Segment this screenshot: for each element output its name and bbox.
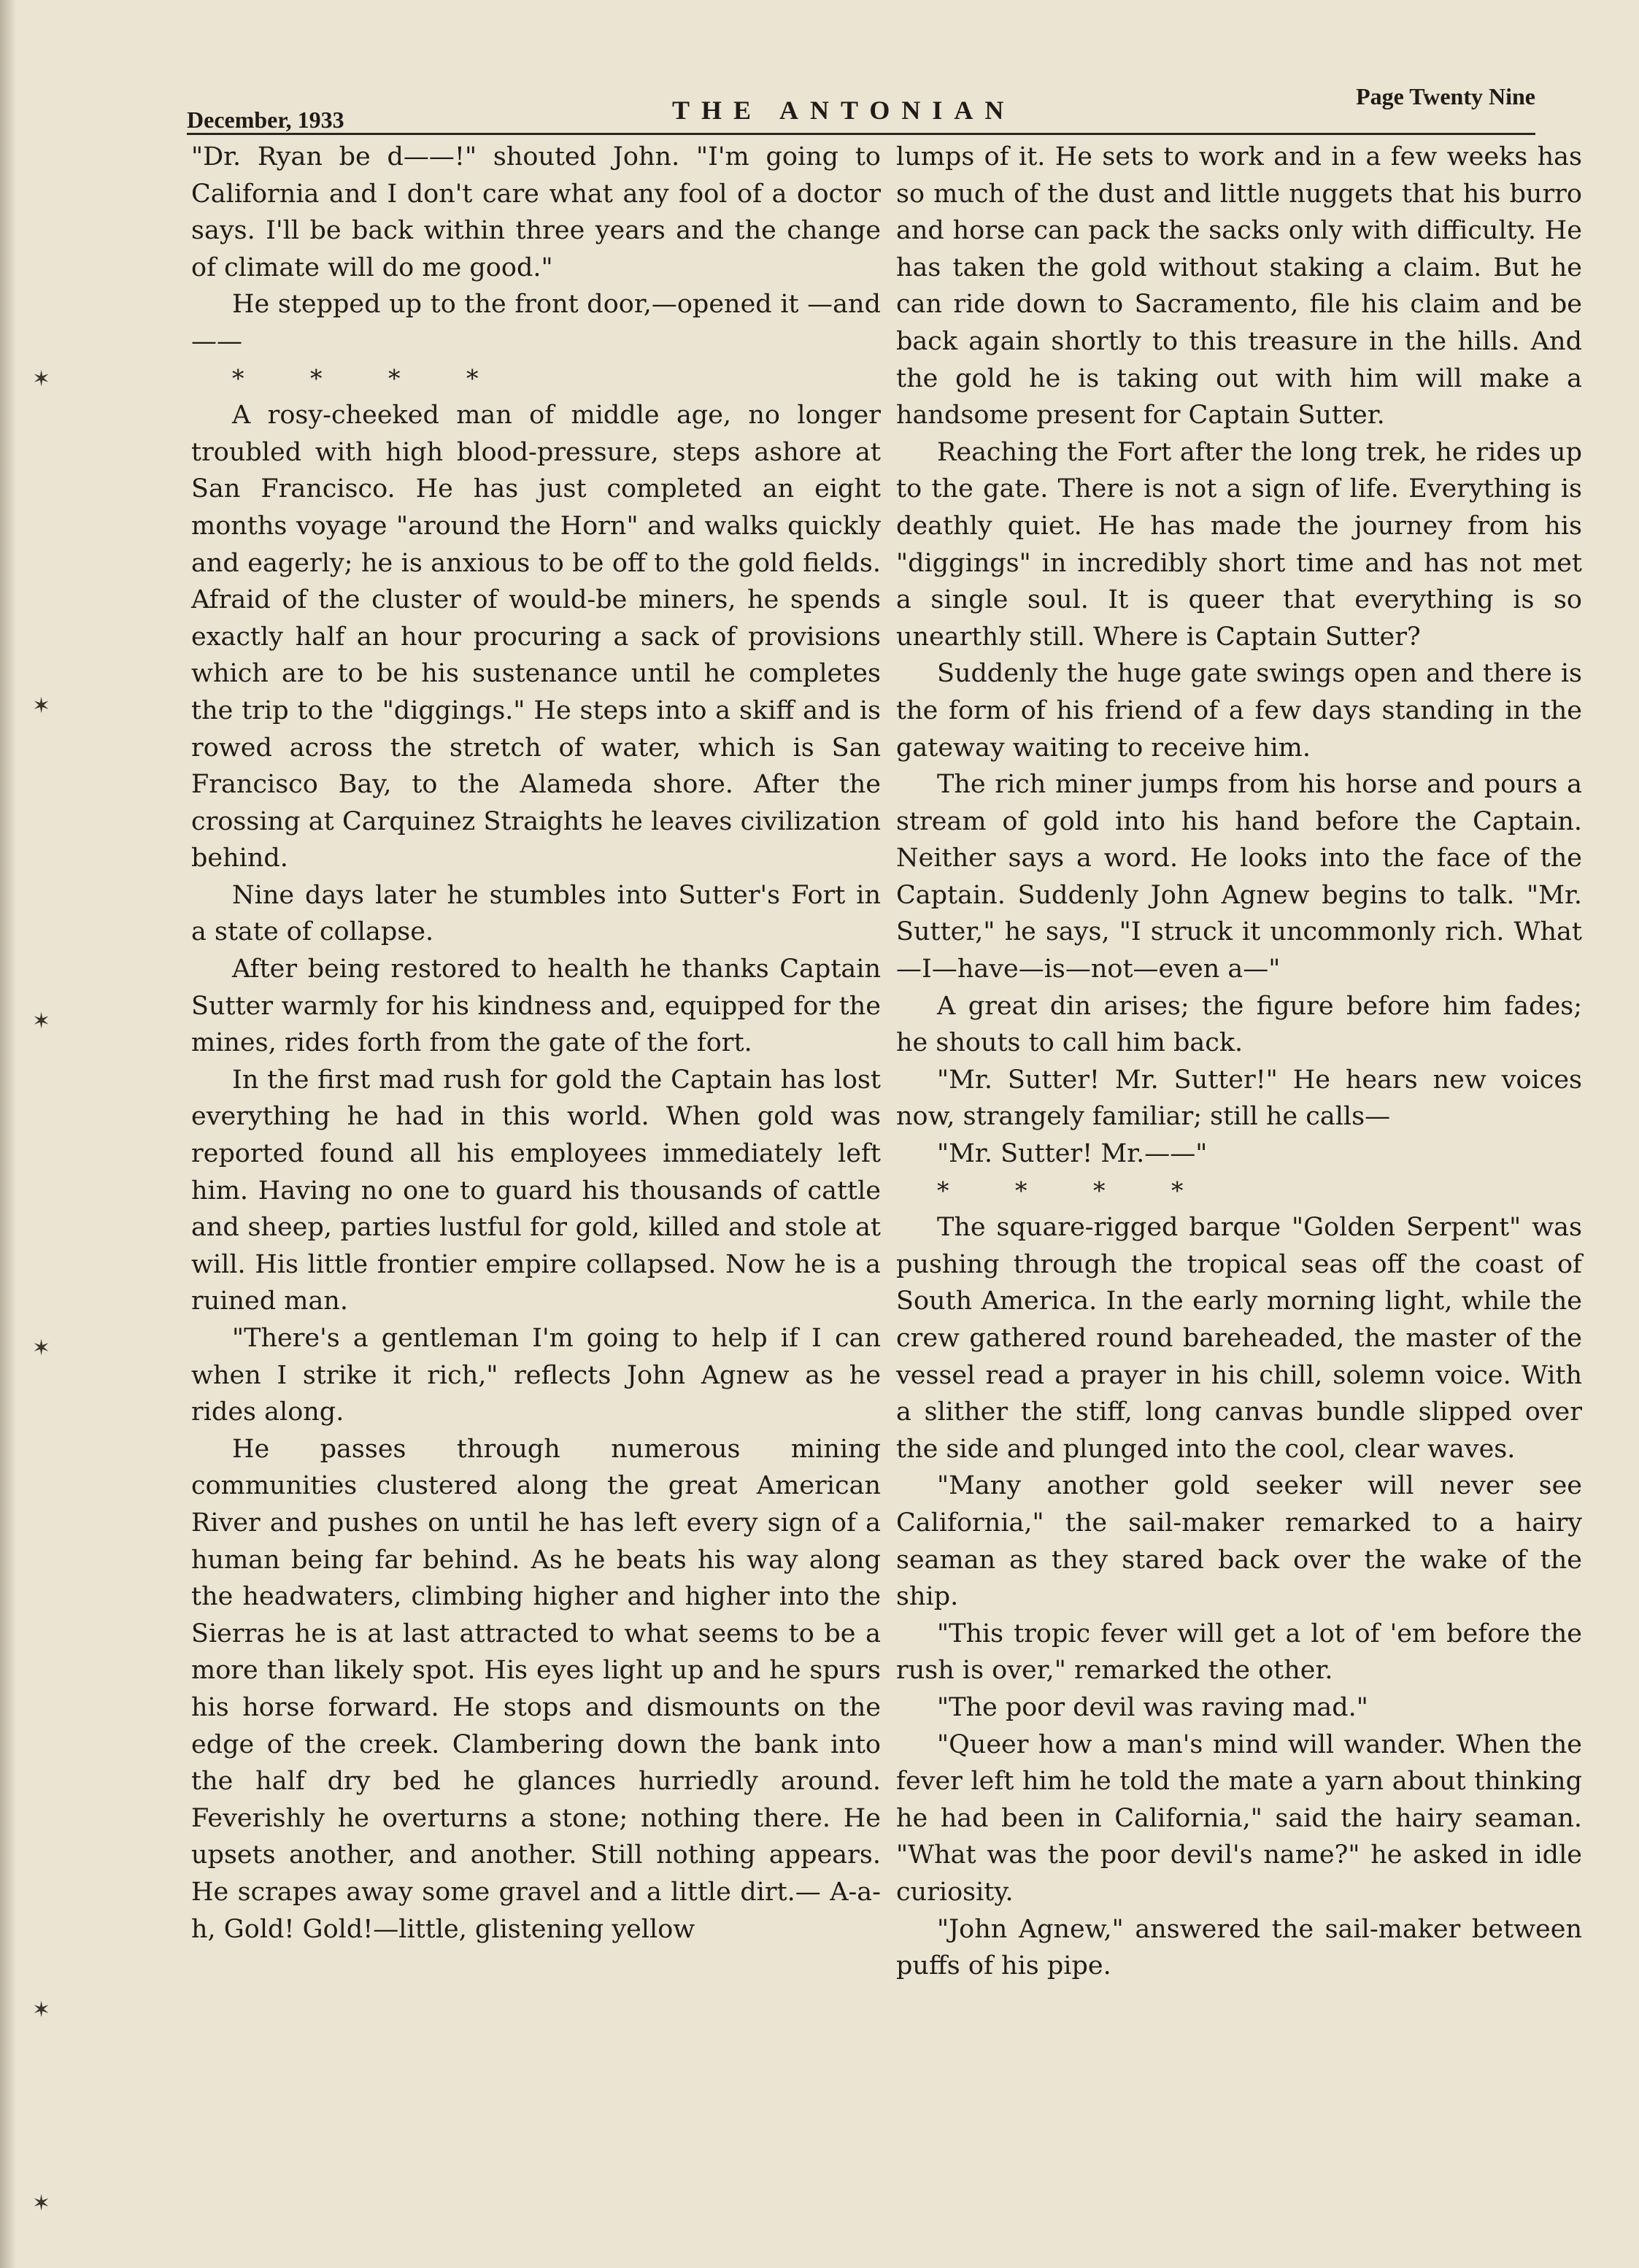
paragraph: "There's a gentleman I'm going to help if I can when I strike it rich," reflects John Agnew as he rides along. <box>191 1324 881 1427</box>
paragraph: After being restored to health he thanks Captain Sutter warmly for his kindness and, equipped for the mines, rides forth from the gate of the fort. <box>191 954 881 1058</box>
page-number: Page Twenty Nine <box>1356 83 1535 109</box>
paragraph: "The poor devil was raving mad." <box>937 1692 1368 1722</box>
section-separator: * * * * <box>937 1176 1213 1205</box>
paragraph: Reaching the Fort after the long trek, he rides up to the gate. There is not a sign of life. Everything is deathly quiet. He has made the journey from his "diggings" in incredibly short time and has not met a single soul. It is queer that everything is so unearthly still. Where is Captain Sutter? <box>896 437 1582 652</box>
paragraph: "Queer how a man's mind will wander. When the fever left him he told the mate a yarn about thinking he had been in California," said the hairy seaman. "What was the poor devil's name?" he asked in idle curiosity. <box>896 1729 1582 1907</box>
binding-hole-mark: ✶ <box>32 1335 51 1361</box>
paragraph: lumps of it. He sets to work and in a few weeks has so much of the dust and little nuggets that his burro and horse can pack the sacks only with difficulty. He has taken the gold without staking a claim. But he can ride down to Sacramento, file his claim and be back again shortly to this treasure in the hills. And the gold he is taking out with him will make a handsome present for Captain Sutter. <box>896 142 1582 431</box>
running-header <box>187 80 1535 139</box>
paragraph: In the first mad rush for gold the Captain has lost everything he had in this world. When gold was reported found all his employees immediately left him. Having no one to guard his thousands of cattle and sheep, parties lustful for gold, killed and stole at will. His little frontier empire collapsed. Now he is a ruined man. <box>191 1065 881 1316</box>
binding-hole-mark: ✶ <box>32 1008 51 1034</box>
paragraph: He stepped up to the front door,—opened it —and—— <box>191 290 881 356</box>
issue-date: December, 1933 <box>187 107 344 133</box>
section-separator: * * * * <box>232 363 508 393</box>
paragraph: "Many another gold seeker will never see California," the sail-maker remarked to a hairy seaman as they stared back over the wake of the ship. <box>896 1471 1582 1612</box>
paragraph: "Mr. Sutter! Mr. Sutter!" He hears new voices now, strangely familiar; still he calls— <box>896 1065 1582 1132</box>
paragraph: Suddenly the huge gate swings open and there is the form of his friend of a few days standing in the gateway waiting to receive him. <box>896 659 1582 763</box>
paragraph: A great din arises; the figure before him fades; he shouts to call him back. <box>896 991 1582 1058</box>
binding-hole-mark: ✶ <box>32 693 51 719</box>
binding-hole-mark: ✶ <box>32 1997 51 2023</box>
paragraph: The rich miner jumps from his horse and pours a stream of gold into his hand before the Captain. Neither says a word. He looks into the face of the Captain. Suddenly John Agnew begins to talk. "Mr. Sutter," he says, "I struck it uncommonly rich. What—I—have—is—not—even a—" <box>896 770 1582 984</box>
paragraph: "Mr. Sutter! Mr.——" <box>937 1139 1208 1169</box>
right-column <box>896 139 1582 1985</box>
left-column <box>191 139 881 1948</box>
binding-edge <box>0 0 16 2268</box>
paragraph: "Dr. Ryan be d——!" shouted John. "I'm going to California and I don't care what any fool of a doctor says. I'll be back within three years and the change of climate will do me good." <box>191 142 881 282</box>
magazine-title: THE ANTONIAN <box>672 96 1016 125</box>
paragraph: He passes through numerous mining communities clustered along the great American River and pushes on until he has left every sign of a human being far behind. As he beats his way along the headwaters, climbing higher and higher into the Sierras he is at last attracted to what seems to be a more than likely spot. His eyes light up and he spurs his horse forward. He stops and dismounts on the edge of the creek. Clambering down the bank into the half dry bed he glances hurriedly around. Feverishly he overturns a stone; nothing there. He upsets another, and another. Still nothing appears. He scrapes away some gravel and a little dirt.— A-a-h, Gold! Gold!—little, glistening yellow <box>191 1434 881 1944</box>
header-rule <box>187 133 1535 135</box>
paragraph: "John Agnew," answered the sail-maker between puffs of his pipe. <box>896 1914 1582 1981</box>
paragraph: A rosy-cheeked man of middle age, no longer troubled with high blood-pressure, steps ashore at San Francisco. He has just completed an eight months voyage "around the Horn" and walks quickly and eagerly; he is anxious to be off to the gold fields. Afraid of the cluster of would-be miners, he spends exactly half an hour procuring a sack of provisions which are to be his sustenance until he completes the trip to the "diggings." He steps into a skiff and is rowed across the stretch of water, which is San Francisco Bay, to the Alameda shore. After the crossing at Carquinez Straights he leaves civilization behind. <box>191 401 881 873</box>
binding-hole-mark: ✶ <box>32 2191 51 2216</box>
binding-hole-mark: ✶ <box>32 366 51 392</box>
paragraph: Nine days later he stumbles into Sutter's Fort in a state of collapse. <box>191 880 881 947</box>
paragraph: The square-rigged barque "Golden Serpent" was pushing through the tropical seas off the coast of South America. In the early morning light, while the crew gathered round bareheaded, the master of the vessel read a prayer in his chill, solemn voice. With a slither the stiff, long canvas bundle slipped over the side and plunged into the cool, clear waves. <box>896 1213 1582 1464</box>
paragraph: "This tropic fever will get a lot of 'em before the rush is over," remarked the other. <box>896 1619 1582 1686</box>
